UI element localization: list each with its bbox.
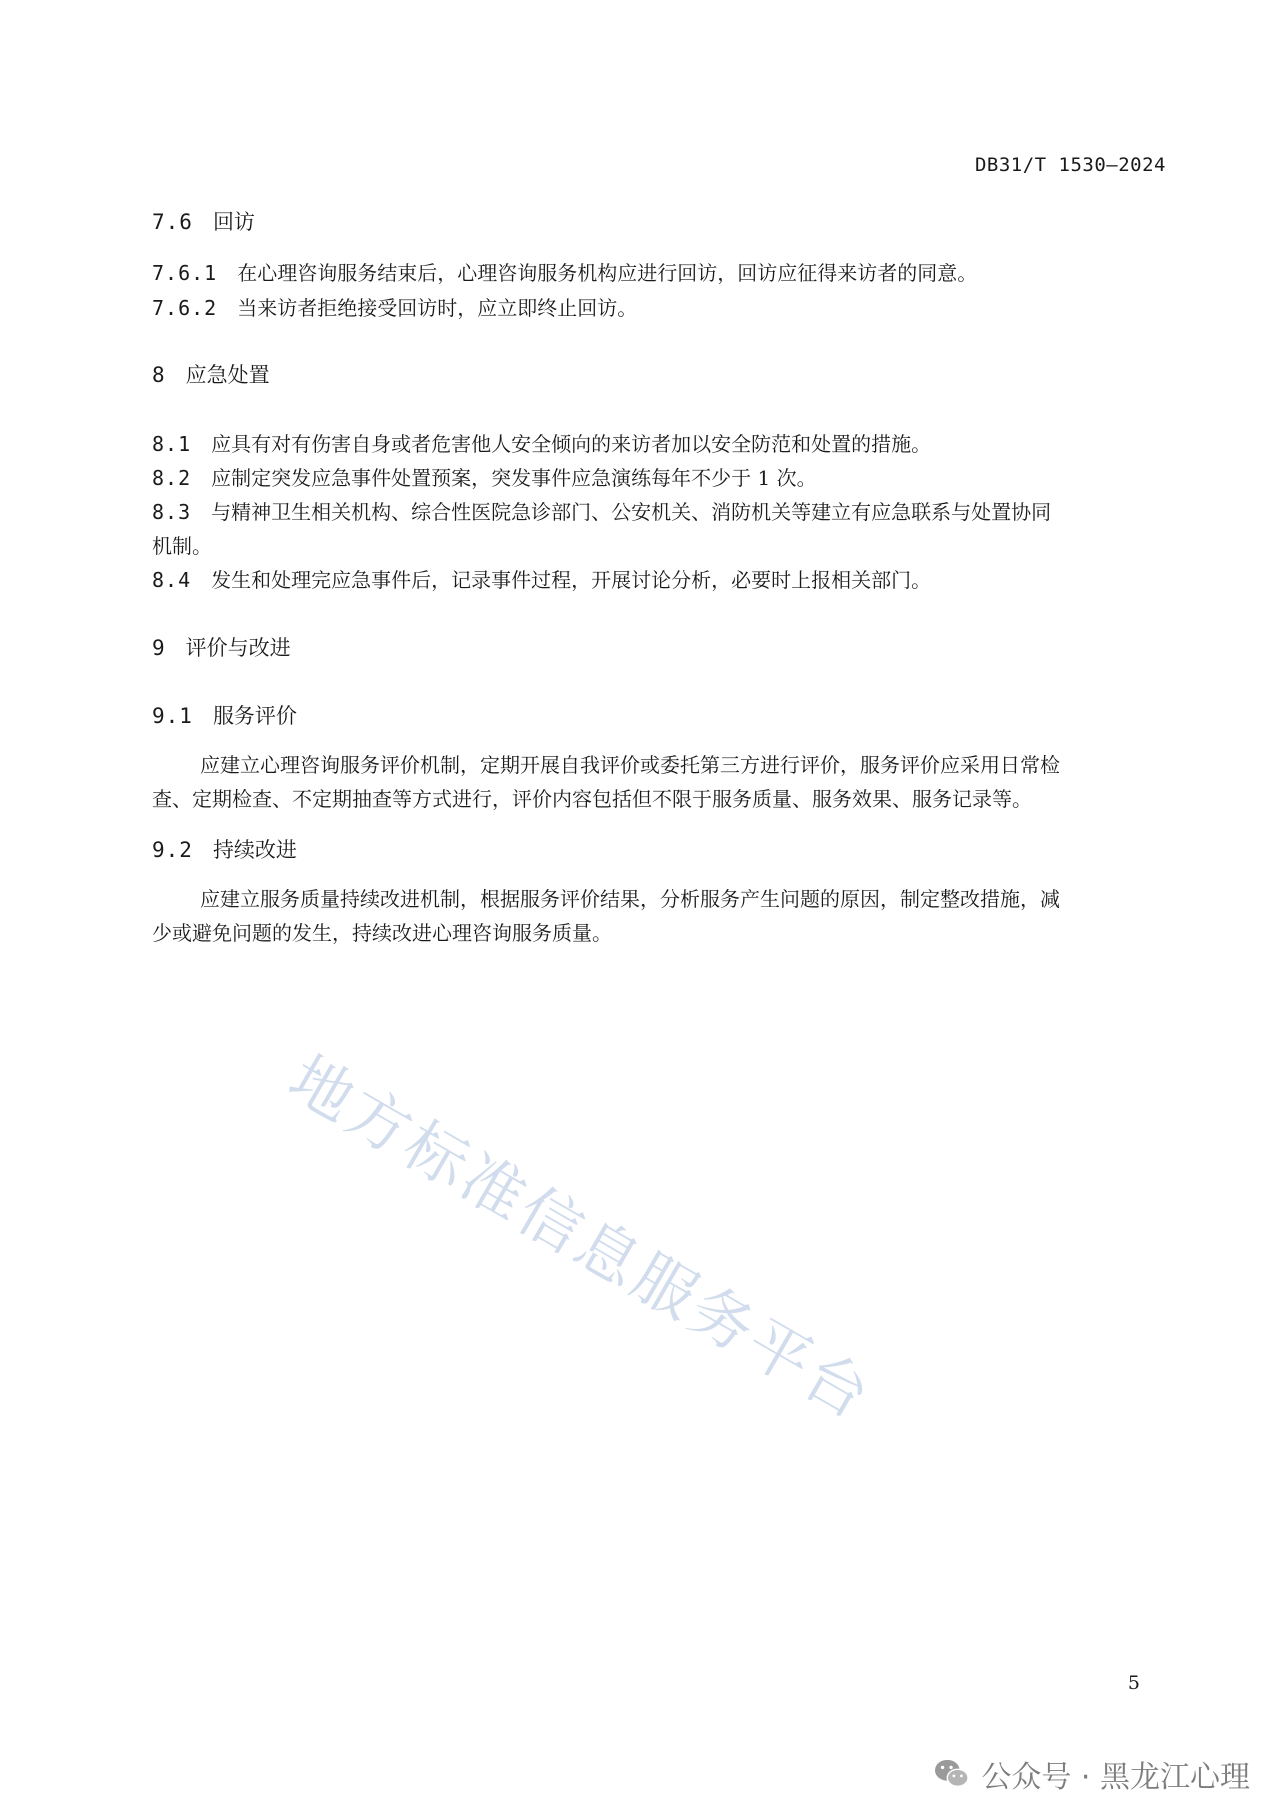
clause-text: 当来访者拒绝接受回访时，应立即终止回访。: [237, 296, 638, 320]
section-number: 7.6: [152, 210, 193, 234]
footer-brand: [933, 1752, 1250, 1796]
section-number: 9.2: [152, 838, 193, 862]
clause-7-6-1: [152, 256, 1162, 290]
clause-8-3-continued: 机制。: [152, 534, 212, 558]
document-code: DB31/T 1530—2024: [974, 154, 1166, 176]
wechat-icon: [933, 1757, 971, 1791]
section-8-heading: [152, 358, 1162, 392]
clause-8-4: [152, 563, 1162, 597]
paragraph-9-1-line1: 应建立心理咨询服务评价机制，定期开展自我评价或委托第三方进行评价，服务评价应采用日常检: [200, 753, 1060, 777]
clause-8-3: [152, 495, 1162, 529]
clause-number: 8.3: [152, 500, 192, 524]
clause-number: 8.2: [152, 466, 192, 490]
clause-text: 发生和处理完应急事件后，记录事件过程，开展讨论分析，必要时上报相关部门。: [211, 568, 932, 592]
footer-brand-text: 公众号 · 黑龙江心理: [981, 1760, 1250, 1795]
paragraph-9-2-line1: 应建立服务质量持续改进机制，根据服务评价结果，分析服务产生问题的原因，制定整改措施，减: [200, 887, 1060, 911]
clause-8-1: [152, 427, 1162, 461]
clause-text: 应制定突发应急事件处置预案，突发事件应急演练每年不少于 1 次。: [211, 466, 817, 490]
section-number: 8: [152, 363, 166, 387]
clause-number: 8.4: [152, 568, 192, 592]
section-7-6-heading: [152, 205, 1162, 239]
watermark: 地方标准信息服务平台: [277, 1041, 886, 1435]
section-9-1-heading: [152, 699, 1162, 733]
clause-number: 8.1: [152, 432, 192, 456]
clause-text: 与精神卫生相关机构、综合性医院急诊部门、公安机关、消防机关等建立有应急联系与处置协同: [211, 500, 1052, 524]
section-number: 9: [152, 636, 166, 660]
paragraph-9-1-line2: 查、定期检查、不定期抽查等方式进行，评价内容包括但不限于服务质量、服务效果、服务记录等。: [152, 787, 1032, 811]
clause-text: 在心理咨询服务结束后，心理咨询服务机构应进行回访，回访应征得来访者的同意。: [237, 261, 978, 285]
section-title: 评价与改进: [185, 636, 291, 660]
section-9-2-heading: [152, 833, 1162, 867]
clause-text: 应具有对有伤害自身或者危害他人安全倾向的来访者加以安全防范和处置的措施。: [211, 432, 932, 456]
paragraph-9-2-line2: 少或避免问题的发生，持续改进心理咨询服务质量。: [152, 921, 612, 945]
clause-number: 7.6.1: [152, 261, 218, 285]
section-title: 回访: [212, 210, 255, 234]
clause-number: 7.6.2: [152, 296, 218, 320]
page-number: 5: [1127, 1672, 1140, 1694]
clause-7-6-2: [152, 291, 1162, 325]
section-title: 应急处置: [185, 363, 270, 387]
section-title: 持续改进: [212, 838, 297, 862]
section-9-heading: [152, 631, 1162, 665]
section-number: 9.1: [152, 704, 193, 728]
clause-8-2: [152, 461, 1162, 495]
section-title: 服务评价: [212, 704, 297, 728]
